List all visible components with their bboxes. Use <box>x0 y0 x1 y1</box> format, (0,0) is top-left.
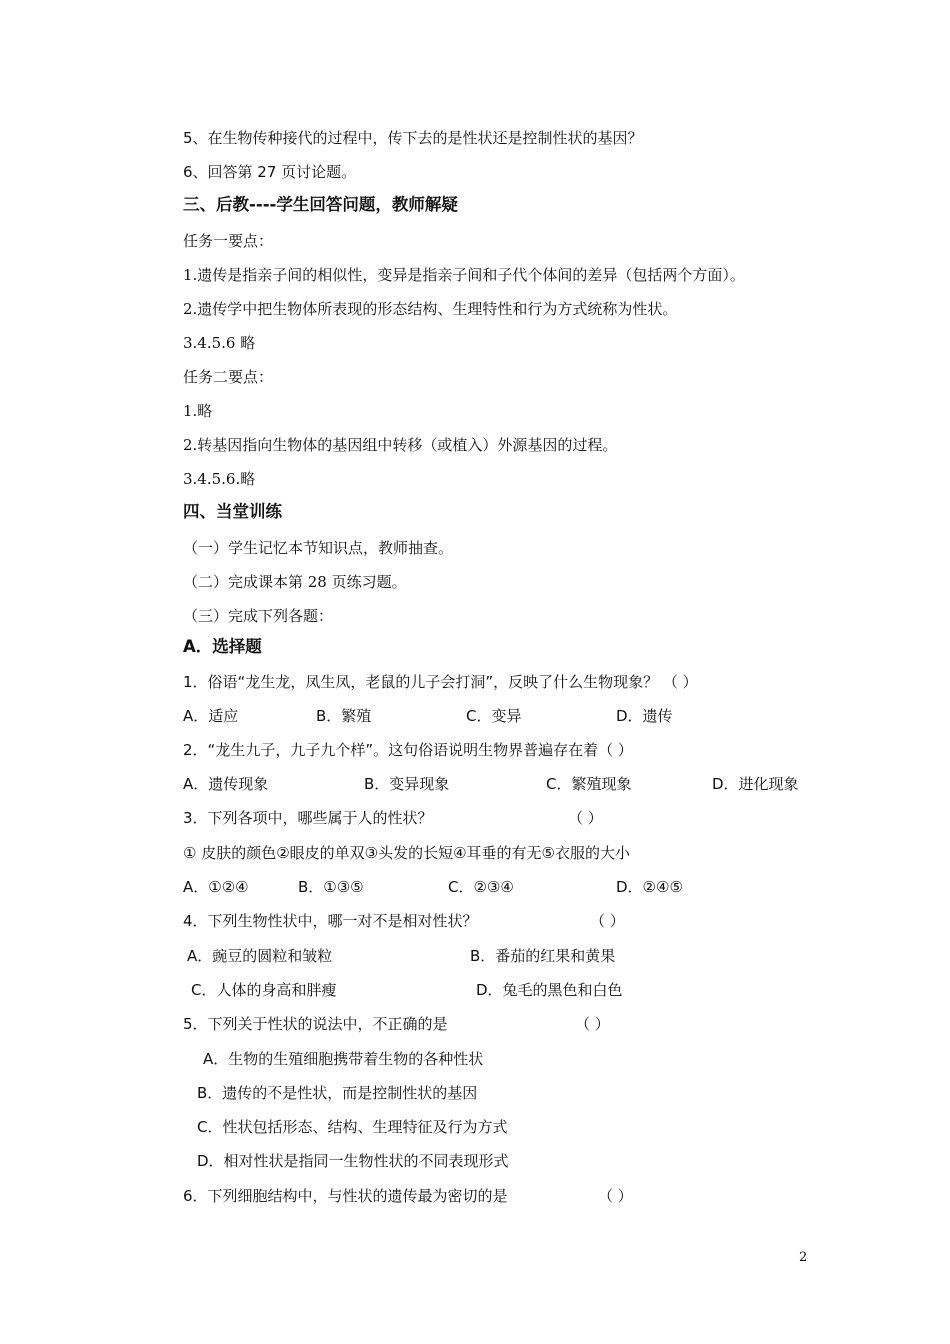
page-number: 2 <box>799 1250 808 1265</box>
choice-subheading: A．选择题 <box>183 637 262 656</box>
task2-point: 3.4.5.6.略 <box>183 470 256 488</box>
option: B．遗传的不是性状，而是控制性状的基因 <box>197 1084 478 1102</box>
question-stem: 6．下列细胞结构中，与性状的遗传最为密切的是 <box>183 1187 508 1205</box>
task2-point: 1.略 <box>183 402 213 420</box>
option: A．①②④ <box>183 878 249 896</box>
task1-point: 3.4.5.6 略 <box>183 334 256 352</box>
option: D．②④⑤ <box>616 878 683 896</box>
task2-point: 2.转基因指向生物体的基因组中转移（或植入）外源基因的过程。 <box>183 436 618 454</box>
answer-paren: （ ） <box>598 1187 633 1205</box>
option: C．②③④ <box>448 878 514 896</box>
option: B．变异现象 <box>364 775 450 793</box>
option: B．①③⑤ <box>298 878 364 896</box>
answer-paren: （ ） <box>568 809 603 827</box>
question-stem: 4．下列生物性状中，哪一对不是相对性状？ <box>183 912 478 930</box>
option: D．相对性状是指同一生物性状的不同表现形式 <box>197 1152 509 1170</box>
question-stem: 5．下列关于性状的说法中，不正确的是 <box>183 1015 448 1033</box>
question-extra: ① 皮肤的颜色②眼皮的单双③头发的长短④耳垂的有无⑤衣服的大小 <box>183 844 631 862</box>
option: C．繁殖现象 <box>546 775 632 793</box>
answer-paren: （ ） <box>590 912 625 930</box>
task1-point: 2.遗传学中把生物体所表现的形态结构、生理特性和行为方式统称为性状。 <box>183 300 678 318</box>
question-stem: 2．“龙生九子，九子九个样”。这句俗语说明生物界普遍存在着（ ） <box>183 741 633 759</box>
option: D．进化现象 <box>712 775 799 793</box>
option: A．遗传现象 <box>183 775 269 793</box>
section-4-heading: 四、当堂训练 <box>183 502 282 521</box>
question-5: 5、在生物传种接代的过程中，传下去的是性状还是控制性状的基因？ <box>183 129 643 147</box>
task1-point: 1.遗传是指亲子间的相似性，变异是指亲子间和子代个体间的差异（包括两个方面）。 <box>183 266 745 284</box>
option: B．番茄的红果和黄果 <box>470 947 616 965</box>
task2-label: 任务二要点： <box>183 368 274 386</box>
question-6: 6、回答第 27 页讨论题。 <box>183 163 357 181</box>
option: A．豌豆的圆粒和皱粒 <box>187 947 333 965</box>
option: D．兔毛的黑色和白色 <box>476 981 623 999</box>
question-stem: 3．下列各项中，哪些属于人的性状？ <box>183 809 433 827</box>
option: C．性状包括形态、结构、生理特征及行为方式 <box>197 1118 508 1136</box>
training-item: （二）完成课本第 28 页练习题。 <box>183 573 407 591</box>
training-item: （一）学生记忆本节知识点，教师抽查。 <box>183 539 454 557</box>
option: C．变异 <box>466 707 522 725</box>
answer-paren: （ ） <box>575 1015 610 1033</box>
option: C．人体的身高和胖瘦 <box>191 981 337 999</box>
section-3-heading: 三、后教----学生回答问题，教师解疑 <box>183 195 458 214</box>
option: B．繁殖 <box>316 707 372 725</box>
option: D．遗传 <box>616 707 673 725</box>
option: A．生物的生殖细胞携带着生物的各种性状 <box>203 1050 484 1068</box>
option: A．适应 <box>183 707 239 725</box>
task1-label: 任务一要点： <box>183 232 274 250</box>
training-item: （三）完成下列各题： <box>183 607 334 625</box>
question-stem: 1．俗语“龙生龙，凤生凤，老鼠的儿子会打洞”，反映了什么生物现象？ （ ） <box>183 673 698 691</box>
